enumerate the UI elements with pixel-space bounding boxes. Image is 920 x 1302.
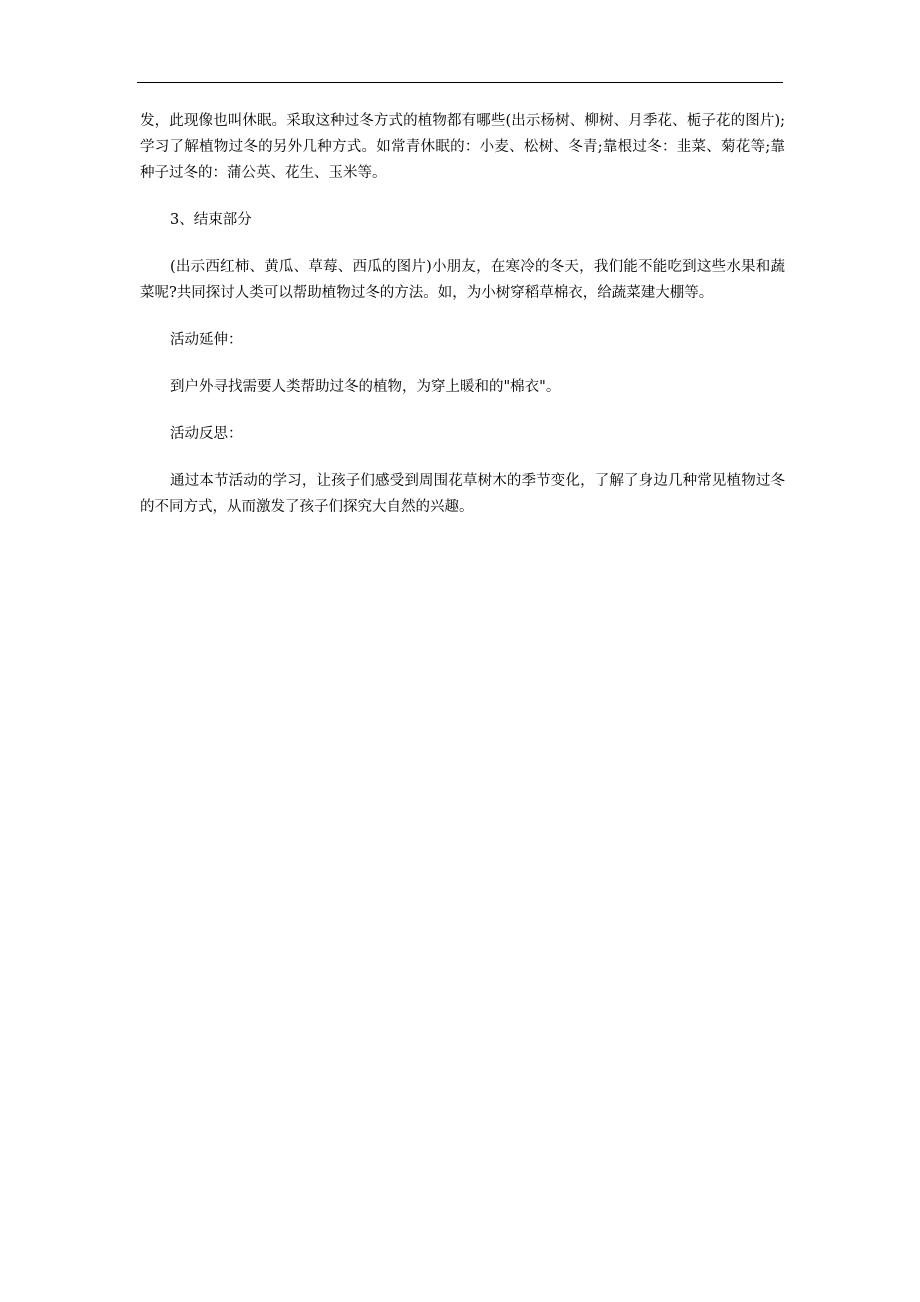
paragraph-activity-extension: 到户外寻找需要人类帮助过冬的植物，为穿上暖和的"棉衣"。 bbox=[170, 379, 561, 395]
paragraph-continuation: 发，此现像也叫休眠。采取这种过冬方式的植物都有哪些(出示杨树、柳树、月季花、栀子花的图片);学习了解植物过冬的另外几种方式。如常青休眠的：小麦、松树、冬青;靠根过冬：韭菜、菊花等;靠种子过冬的：蒲公英、花生、玉米等。 bbox=[140, 113, 785, 181]
heading-activity-extension: 活动延伸： bbox=[170, 332, 243, 348]
heading-activity-reflection: 活动反思： bbox=[170, 426, 243, 442]
header-rule bbox=[137, 82, 783, 83]
paragraph-closing-activity: (出示西红柿、黄瓜、草莓、西瓜的图片)小朋友，在寒冷的冬天，我们能不能吃到这些水果和蔬菜呢?共同探讨人类可以帮助植物过冬的方法。如，为小树穿稻草棉衣，给蔬菜建大棚等。 bbox=[140, 259, 785, 301]
document-body bbox=[140, 108, 785, 520]
section-heading-ending: 3、结束部分 bbox=[170, 212, 252, 228]
paragraph-activity-reflection: 通过本节活动的学习，让孩子们感受到周围花草树木的季节变化，了解了身边几种常见植物过冬的不同方式，从而激发了孩子们探究大自然的兴趣。 bbox=[140, 473, 785, 515]
